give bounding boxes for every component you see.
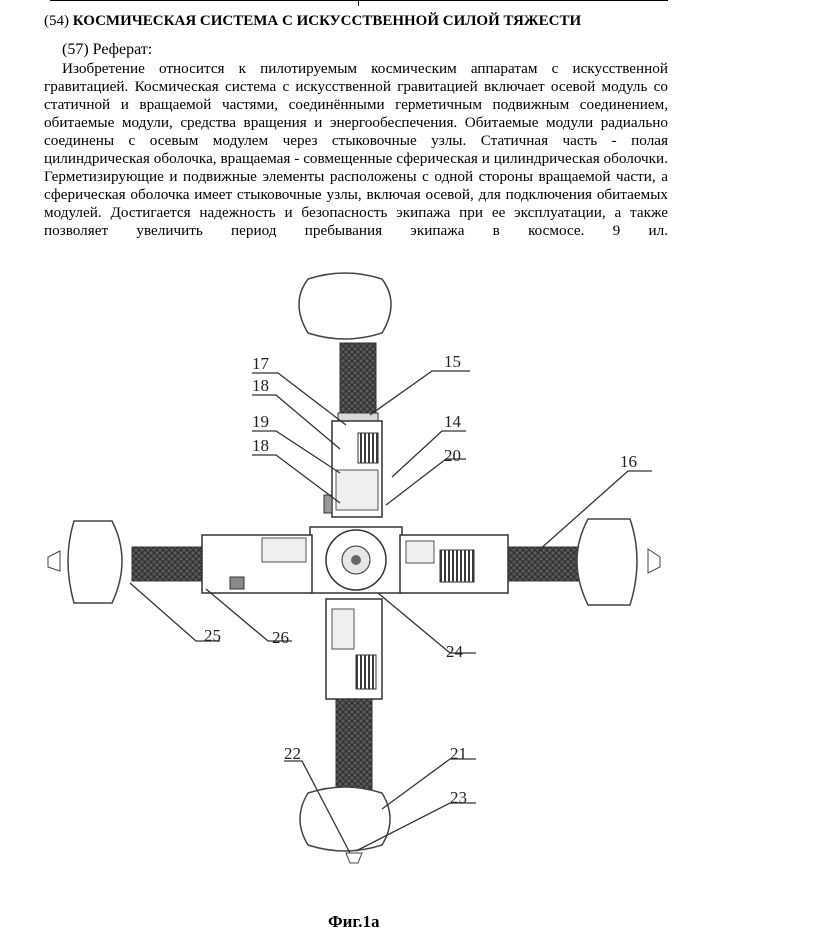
arm-left [48, 521, 312, 603]
central-hub [310, 527, 402, 593]
arm-bottom [300, 599, 390, 863]
label-26: 26 [272, 628, 289, 647]
label-25: 25 [204, 626, 221, 645]
abstract-text: Изобретение относится к пилотируемым космическим аппаратам с искусственной гравитацией. Космическая система с искусственной гравитацией включает осевой модуль со статичной и вращаемой частями, соединёнными герметичным подвижным соединением, обитаемые модули, средства вращения и энергообеспечения. Обитаемые модули радиально соединены с осевым модулем через стыковочные узлы. Статичная часть - полая цилиндрическая оболочка, вращаемая - совмещенные сферическая и цилиндрическая оболочки. Герметизирующие и подвижные элементы расположены с одной стороны вращаемой части, а сферическая оболочка имеет стыковочные узлы, включая осевой, для подключения обитаемых модулей. Достигается надежность и безопасность экипажа при ее эксплуатации, а также позволяет увеличить период пребывания экипажа в космосе. 9 ил. [44, 60, 668, 239]
patent-title [44, 12, 581, 30]
header-rule-tick [358, 0, 359, 6]
module-top [324, 421, 382, 517]
inid-code-54: (54) [44, 13, 69, 29]
abstract-heading: (57) Реферат: [62, 41, 153, 58]
label-22: 22 [284, 744, 301, 763]
space-station-drawing [40, 265, 670, 946]
label-18-lower: 18 [252, 436, 269, 455]
label-17: 17 [252, 354, 269, 373]
patent-figure [40, 265, 670, 946]
figure-caption: Фиг.1а [328, 912, 380, 931]
header-rule [50, 0, 668, 1]
label-20: 20 [444, 446, 461, 465]
arm-right [400, 519, 660, 605]
label-19: 19 [252, 412, 269, 431]
title-text: КОСМИЧЕСКАЯ СИСТЕМА С ИСКУССТВЕННОЙ СИЛОЙ ТЯЖЕСТИ [72, 13, 582, 29]
label-16: 16 [620, 452, 637, 471]
label-18-upper: 18 [252, 376, 269, 395]
leader-lines [130, 371, 652, 853]
label-24: 24 [446, 642, 463, 661]
label-15: 15 [444, 352, 461, 371]
label-14: 14 [444, 412, 461, 431]
label-23: 23 [450, 788, 467, 807]
label-21: 21 [450, 744, 467, 763]
